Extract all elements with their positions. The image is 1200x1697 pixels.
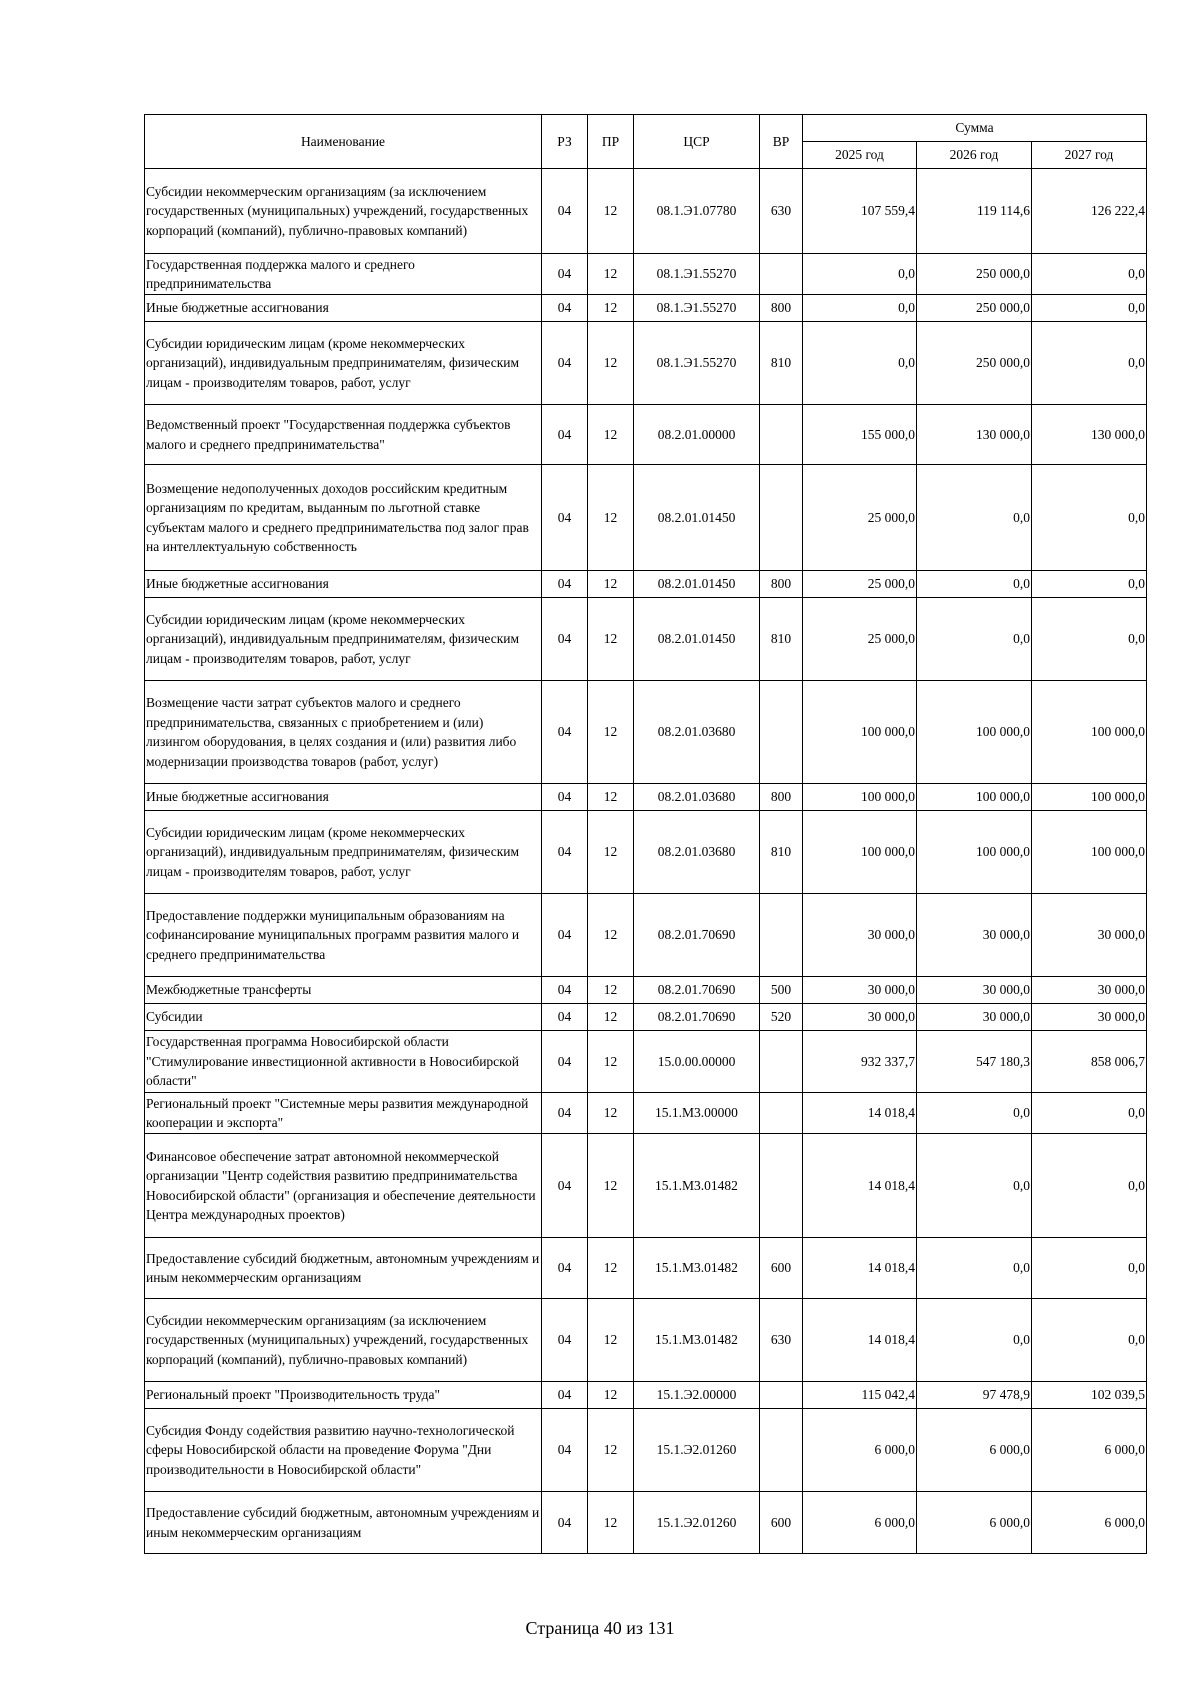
row-vr: 810 (760, 322, 803, 405)
row-sum-2026: 119 114,6 (917, 169, 1032, 254)
row-rz: 04 (542, 1299, 588, 1382)
header-year-2027: 2027 год (1032, 142, 1147, 169)
row-name: Субсидии некоммерческим организациям (за исключением государственных (муниципальных) учреждений, государственных корпораций (компаний), публично-правовых компаний) (145, 169, 542, 254)
row-rz: 04 (542, 465, 588, 571)
row-csr: 15.1.М3.00000 (634, 1093, 760, 1134)
row-csr: 15.1.Э2.01260 (634, 1409, 760, 1492)
row-sum-2026: 250 000,0 (917, 295, 1032, 322)
table-row (145, 894, 1147, 977)
row-pr: 12 (588, 1093, 634, 1134)
row-name: Субсидии юридическим лицам (кроме некоммерческих организаций), индивидуальным предпринимателям, физическим лицам - производителям товаров, работ, услуг (145, 598, 542, 681)
row-sum-2026: 6 000,0 (917, 1492, 1032, 1554)
row-sum-2025: 30 000,0 (803, 977, 917, 1004)
row-sum-2027: 130 000,0 (1032, 405, 1147, 465)
row-sum-2025: 107 559,4 (803, 169, 917, 254)
row-csr: 08.2.01.01450 (634, 571, 760, 598)
row-rz: 04 (542, 1492, 588, 1554)
row-sum-2025: 25 000,0 (803, 571, 917, 598)
row-sum-2027: 0,0 (1032, 1134, 1147, 1238)
row-sum-2026: 100 000,0 (917, 784, 1032, 811)
row-sum-2025: 25 000,0 (803, 465, 917, 571)
row-csr: 08.1.Э1.55270 (634, 295, 760, 322)
row-sum-2026: 0,0 (917, 1093, 1032, 1134)
row-name: Межбюджетные трансферты (145, 977, 542, 1004)
row-name: Региональный проект "Системные меры развития международной кооперации и экспорта" (145, 1093, 542, 1134)
row-csr: 08.2.01.01450 (634, 598, 760, 681)
row-sum-2027: 6 000,0 (1032, 1409, 1147, 1492)
row-pr: 12 (588, 598, 634, 681)
row-pr: 12 (588, 295, 634, 322)
row-rz: 04 (542, 894, 588, 977)
row-csr: 15.1.Э2.01260 (634, 1492, 760, 1554)
row-sum-2027: 0,0 (1032, 598, 1147, 681)
row-pr: 12 (588, 1299, 634, 1382)
row-sum-2026: 0,0 (917, 1134, 1032, 1238)
row-vr (760, 1382, 803, 1409)
row-csr: 08.2.01.00000 (634, 405, 760, 465)
row-rz: 04 (542, 405, 588, 465)
row-name: Субсидия Фонду содействия развитию научно-технологической сферы Новосибирской области на проведение Форума "Дни производительности в Новосибирской области" (145, 1409, 542, 1492)
row-sum-2025: 932 337,7 (803, 1031, 917, 1093)
row-vr: 600 (760, 1492, 803, 1554)
row-vr (760, 1409, 803, 1492)
table-body (145, 169, 1147, 1554)
row-vr (760, 894, 803, 977)
row-name: Предоставление субсидий бюджетным, автономным учреждениям и иным некоммерческим организациям (145, 1238, 542, 1299)
row-sum-2026: 547 180,3 (917, 1031, 1032, 1093)
row-rz: 04 (542, 598, 588, 681)
row-pr: 12 (588, 1382, 634, 1409)
header-year-2026: 2026 год (917, 142, 1032, 169)
row-vr (760, 465, 803, 571)
row-vr: 630 (760, 1299, 803, 1382)
row-rz: 04 (542, 1409, 588, 1492)
table-header (145, 115, 1147, 169)
row-sum-2026: 0,0 (917, 1238, 1032, 1299)
row-sum-2026: 0,0 (917, 598, 1032, 681)
row-csr: 08.2.01.03680 (634, 811, 760, 894)
row-sum-2025: 100 000,0 (803, 681, 917, 784)
table-row (145, 295, 1147, 322)
row-sum-2027: 0,0 (1032, 1238, 1147, 1299)
table-row (145, 1409, 1147, 1492)
row-rz: 04 (542, 1382, 588, 1409)
row-rz: 04 (542, 322, 588, 405)
row-sum-2027: 100 000,0 (1032, 784, 1147, 811)
row-csr: 08.1.Э1.07780 (634, 169, 760, 254)
row-sum-2027: 30 000,0 (1032, 1004, 1147, 1031)
row-pr: 12 (588, 1004, 634, 1031)
header-vr: ВР (760, 115, 803, 169)
row-csr: 15.1.М3.01482 (634, 1299, 760, 1382)
row-sum-2027: 0,0 (1032, 571, 1147, 598)
table-row (145, 1299, 1147, 1382)
row-sum-2025: 14 018,4 (803, 1299, 917, 1382)
table-row (145, 977, 1147, 1004)
table-row (145, 1093, 1147, 1134)
header-name: Наименование (145, 115, 542, 169)
row-csr: 15.0.00.00000 (634, 1031, 760, 1093)
row-sum-2026: 30 000,0 (917, 977, 1032, 1004)
row-vr: 810 (760, 598, 803, 681)
row-sum-2027: 0,0 (1032, 254, 1147, 295)
row-sum-2027: 102 039,5 (1032, 1382, 1147, 1409)
row-sum-2025: 0,0 (803, 322, 917, 405)
row-sum-2025: 14 018,4 (803, 1134, 917, 1238)
row-pr: 12 (588, 681, 634, 784)
row-sum-2027: 0,0 (1032, 1093, 1147, 1134)
row-pr: 12 (588, 571, 634, 598)
table-row (145, 1492, 1147, 1554)
row-vr: 800 (760, 571, 803, 598)
row-csr: 15.1.М3.01482 (634, 1134, 760, 1238)
table-row (145, 322, 1147, 405)
row-name: Возмещение недополученных доходов российским кредитным организациям по кредитам, выданным по льготной ставке субъектам малого и среднего предпринимательства под залог прав на интеллектуальную собственность (145, 465, 542, 571)
row-vr (760, 405, 803, 465)
row-sum-2026: 0,0 (917, 465, 1032, 571)
row-sum-2026: 30 000,0 (917, 894, 1032, 977)
row-pr: 12 (588, 977, 634, 1004)
row-name: Иные бюджетные ассигнования (145, 295, 542, 322)
row-sum-2025: 30 000,0 (803, 1004, 917, 1031)
table-row (145, 784, 1147, 811)
row-sum-2026: 0,0 (917, 571, 1032, 598)
row-vr: 500 (760, 977, 803, 1004)
row-sum-2027: 126 222,4 (1032, 169, 1147, 254)
row-sum-2027: 858 006,7 (1032, 1031, 1147, 1093)
row-pr: 12 (588, 894, 634, 977)
row-sum-2026: 100 000,0 (917, 681, 1032, 784)
row-name: Субсидии (145, 1004, 542, 1031)
row-rz: 04 (542, 1031, 588, 1093)
row-name: Субсидии некоммерческим организациям (за исключением государственных (муниципальных) учреждений, государственных корпораций (компаний), публично-правовых компаний) (145, 1299, 542, 1382)
header-csr: ЦСР (634, 115, 760, 169)
row-name: Государственная поддержка малого и среднего предпринимательства (145, 254, 542, 295)
row-pr: 12 (588, 1492, 634, 1554)
row-rz: 04 (542, 254, 588, 295)
row-vr (760, 254, 803, 295)
row-sum-2027: 0,0 (1032, 295, 1147, 322)
row-sum-2025: 115 042,4 (803, 1382, 917, 1409)
row-sum-2025: 0,0 (803, 295, 917, 322)
row-vr: 600 (760, 1238, 803, 1299)
row-vr (760, 1134, 803, 1238)
table-row (145, 254, 1147, 295)
row-sum-2026: 250 000,0 (917, 254, 1032, 295)
table-row (145, 169, 1147, 254)
table-row (145, 1004, 1147, 1031)
row-rz: 04 (542, 1093, 588, 1134)
table-row (145, 405, 1147, 465)
row-vr: 630 (760, 169, 803, 254)
row-sum-2025: 0,0 (803, 254, 917, 295)
row-sum-2027: 0,0 (1032, 322, 1147, 405)
row-sum-2026: 6 000,0 (917, 1409, 1032, 1492)
row-rz: 04 (542, 1004, 588, 1031)
row-sum-2027: 6 000,0 (1032, 1492, 1147, 1554)
row-sum-2025: 6 000,0 (803, 1492, 917, 1554)
row-vr: 800 (760, 295, 803, 322)
table-row (145, 811, 1147, 894)
row-csr: 08.2.01.01450 (634, 465, 760, 571)
row-vr (760, 1093, 803, 1134)
row-name: Государственная программа Новосибирской области "Стимулирование инвестиционной активности в Новосибирской области" (145, 1031, 542, 1093)
header-year-2025: 2025 год (803, 142, 917, 169)
row-pr: 12 (588, 254, 634, 295)
row-sum-2027: 30 000,0 (1032, 977, 1147, 1004)
row-vr: 810 (760, 811, 803, 894)
table-row (145, 1031, 1147, 1093)
row-csr: 08.2.01.70690 (634, 894, 760, 977)
row-rz: 04 (542, 571, 588, 598)
row-name: Субсидии юридическим лицам (кроме некоммерческих организаций), индивидуальным предпринимателям, физическим лицам - производителям товаров, работ, услуг (145, 811, 542, 894)
row-name: Предоставление субсидий бюджетным, автономным учреждениям и иным некоммерческим организациям (145, 1492, 542, 1554)
row-rz: 04 (542, 681, 588, 784)
row-name: Субсидии юридическим лицам (кроме некоммерческих организаций), индивидуальным предпринимателям, физическим лицам - производителям товаров, работ, услуг (145, 322, 542, 405)
row-sum-2025: 25 000,0 (803, 598, 917, 681)
row-name: Иные бюджетные ассигнования (145, 571, 542, 598)
row-name: Ведомственный проект "Государственная поддержка субъектов малого и среднего предпринимательства" (145, 405, 542, 465)
row-csr: 08.1.Э1.55270 (634, 254, 760, 295)
row-pr: 12 (588, 405, 634, 465)
budget-table (144, 114, 1147, 1554)
page-number: Страница 40 из 131 (525, 1618, 675, 1638)
row-sum-2025: 6 000,0 (803, 1409, 917, 1492)
header-rz: РЗ (542, 115, 588, 169)
row-sum-2025: 100 000,0 (803, 784, 917, 811)
row-rz: 04 (542, 1238, 588, 1299)
row-pr: 12 (588, 1409, 634, 1492)
row-vr: 520 (760, 1004, 803, 1031)
table-row (145, 598, 1147, 681)
row-sum-2025: 155 000,0 (803, 405, 917, 465)
row-vr: 800 (760, 784, 803, 811)
row-name: Региональный проект "Производительность труда" (145, 1382, 542, 1409)
row-pr: 12 (588, 322, 634, 405)
row-sum-2027: 0,0 (1032, 465, 1147, 571)
row-sum-2027: 100 000,0 (1032, 811, 1147, 894)
row-vr (760, 681, 803, 784)
row-sum-2025: 30 000,0 (803, 894, 917, 977)
row-pr: 12 (588, 169, 634, 254)
row-vr (760, 1031, 803, 1093)
row-pr: 12 (588, 465, 634, 571)
row-name: Возмещение части затрат субъектов малого и среднего предпринимательства, связанных с приобретением и (или) лизингом оборудования, в целях создания и (или) развития либо модернизации производства товаров (работ, услуг) (145, 681, 542, 784)
row-csr: 08.2.01.03680 (634, 681, 760, 784)
row-sum-2026: 97 478,9 (917, 1382, 1032, 1409)
row-rz: 04 (542, 784, 588, 811)
row-name: Финансовое обеспечение затрат автономной некоммерческой организации "Центр содействия развитию предпринимательства Новосибирской области" (организация и обеспечение деятельности Центра международных проектов) (145, 1134, 542, 1238)
row-rz: 04 (542, 1134, 588, 1238)
row-csr: 15.1.Э2.00000 (634, 1382, 760, 1409)
row-sum-2026: 130 000,0 (917, 405, 1032, 465)
row-sum-2025: 14 018,4 (803, 1238, 917, 1299)
row-pr: 12 (588, 811, 634, 894)
row-rz: 04 (542, 977, 588, 1004)
row-sum-2027: 30 000,0 (1032, 894, 1147, 977)
row-sum-2026: 30 000,0 (917, 1004, 1032, 1031)
row-csr: 08.2.01.70690 (634, 977, 760, 1004)
row-sum-2025: 100 000,0 (803, 811, 917, 894)
table-row (145, 1238, 1147, 1299)
row-csr: 15.1.М3.01482 (634, 1238, 760, 1299)
row-sum-2026: 100 000,0 (917, 811, 1032, 894)
row-sum-2027: 0,0 (1032, 1299, 1147, 1382)
row-sum-2026: 250 000,0 (917, 322, 1032, 405)
row-sum-2027: 100 000,0 (1032, 681, 1147, 784)
table-row (145, 465, 1147, 571)
row-pr: 12 (588, 1238, 634, 1299)
row-rz: 04 (542, 169, 588, 254)
row-sum-2025: 14 018,4 (803, 1093, 917, 1134)
row-rz: 04 (542, 295, 588, 322)
table-row (145, 1134, 1147, 1238)
row-csr: 08.2.01.03680 (634, 784, 760, 811)
table-row (145, 1382, 1147, 1409)
row-csr: 08.1.Э1.55270 (634, 322, 760, 405)
row-name: Предоставление поддержки муниципальным образованиям на софинансирование муниципальных программ развития малого и среднего предпринимательства (145, 894, 542, 977)
row-pr: 12 (588, 1134, 634, 1238)
table-row (145, 571, 1147, 598)
header-pr: ПР (588, 115, 634, 169)
table-row (145, 681, 1147, 784)
row-pr: 12 (588, 784, 634, 811)
row-sum-2026: 0,0 (917, 1299, 1032, 1382)
row-csr: 08.2.01.70690 (634, 1004, 760, 1031)
header-sum: Сумма (803, 115, 1147, 142)
row-rz: 04 (542, 811, 588, 894)
row-pr: 12 (588, 1031, 634, 1093)
row-name: Иные бюджетные ассигнования (145, 784, 542, 811)
